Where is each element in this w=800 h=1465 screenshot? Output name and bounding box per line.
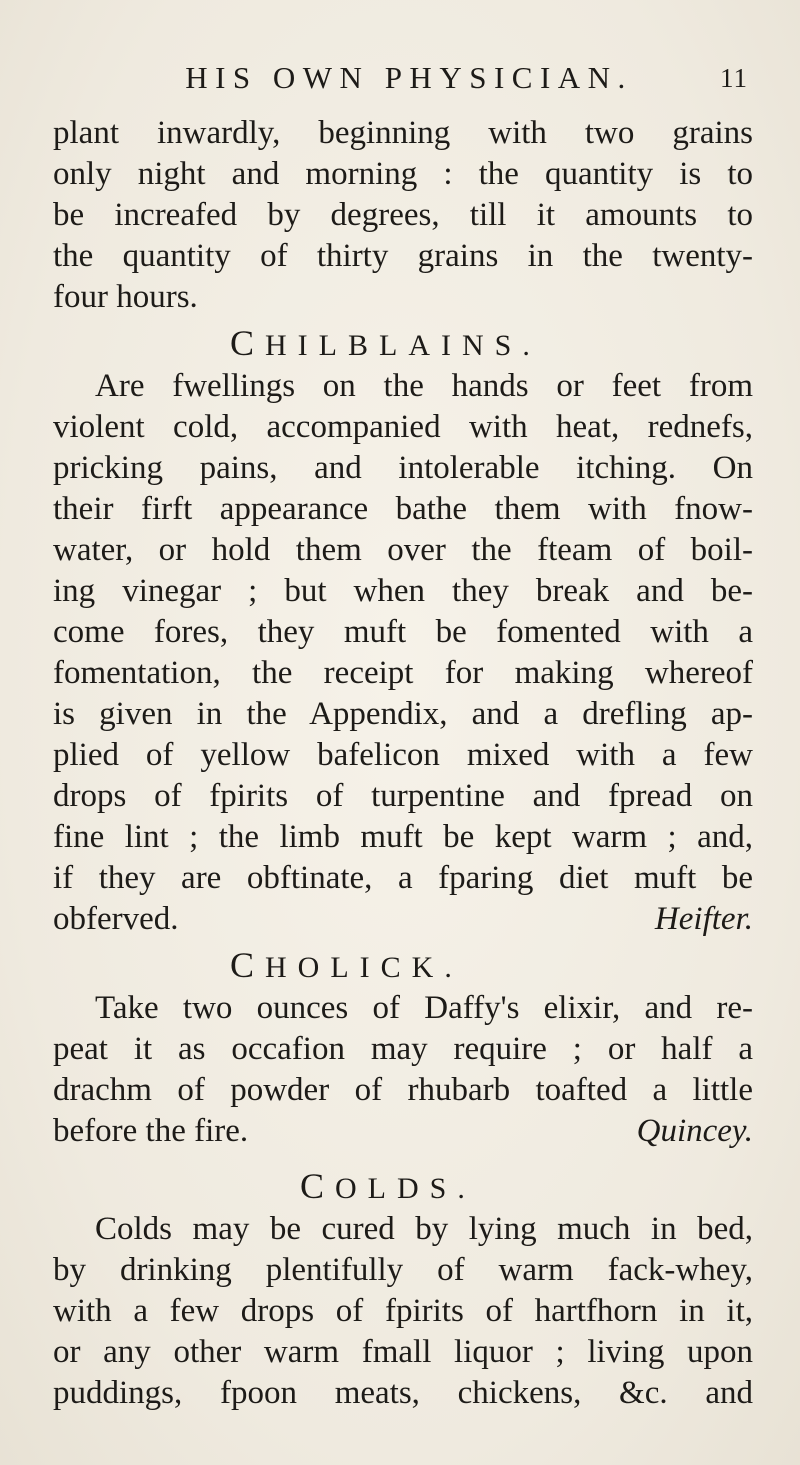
text-line: peat it as occafion may require ; or half a [53, 1031, 753, 1067]
text-line: puddings, fpoon meats, chickens, &c. and [53, 1375, 753, 1411]
closing-text: before the fire. [53, 1113, 249, 1149]
text-line: by drinking plentifully of warm fack-whey, [53, 1252, 753, 1288]
text-line: ing vinegar ; but when they break and be- [53, 573, 753, 609]
section-heading-colds [53, 1152, 753, 1209]
text-line: plied of yellow bafelicon mixed with a few [53, 737, 753, 773]
text-line: is given in the Appendix, and a drefling ap- [53, 696, 753, 732]
heading-rest: OLDS. [335, 1172, 476, 1205]
text-line: fomentation, the receipt for making whereof [53, 655, 753, 691]
text-line: the quantity of thirty grains in the twenty- [53, 238, 753, 274]
colds-paragraph [53, 1209, 753, 1414]
text-line: four hours. [53, 279, 198, 315]
heading-initial: C [300, 1166, 336, 1206]
text-line [53, 899, 753, 940]
heading-rest: HOLICK. [265, 951, 463, 984]
heading-rest: HILBLAINS. [265, 329, 541, 362]
text-line: drachm of powder of rhubarb toafted a little [53, 1072, 753, 1108]
text-line: be increafed by degrees, till it amounts to [53, 197, 753, 233]
text-line: with a few drops of fpirits of hartfhorn in it, [53, 1293, 753, 1329]
section-heading-cholick [53, 940, 753, 988]
text-line: pricking pains, and intolerable itching. On [53, 450, 753, 486]
text-line: only night and morning : the quantity is to [53, 156, 753, 192]
heading-initial: C [230, 945, 266, 985]
chilblains-paragraph [53, 366, 753, 940]
section-heading-chilblains [53, 318, 753, 366]
text-line: water, or hold them over the fteam of boil- [53, 532, 753, 568]
text-line: or any other warm fmall liquor ; living upon [53, 1334, 753, 1370]
body-text [53, 113, 753, 1414]
author-attribution: Heifter. [654, 901, 753, 937]
text-line: violent cold, accompanied with heat, rednefs, [53, 409, 753, 445]
intro-paragraph [53, 113, 753, 318]
text-line: Colds may be cured by lying much in bed, [95, 1211, 753, 1247]
text-line: Take two ounces of Daffy's elixir, and re- [95, 990, 753, 1026]
text-line: Are fwellings on the hands or feet from [95, 368, 753, 404]
closing-text: obferved. [53, 901, 179, 937]
running-head [108, 58, 748, 98]
cholick-paragraph [53, 988, 753, 1152]
text-line: plant inwardly, beginning with two grains [53, 115, 753, 151]
text-line [53, 1111, 753, 1152]
heading-initial: C [230, 323, 266, 363]
text-line: if they are obftinate, a fparing diet muft be [53, 860, 753, 896]
page-number: 11 [720, 63, 748, 93]
author-attribution: Quincey. [636, 1113, 753, 1149]
text-line: their firft appearance bathe them with fnow- [53, 491, 753, 527]
text-line: come fores, they muft be fomented with a [53, 614, 753, 650]
text-line: drops of fpirits of turpentine and fpread on [53, 778, 753, 814]
running-title: HIS OWN PHYSICIAN. [185, 60, 633, 95]
text-line: fine lint ; the limb muft be kept warm ; and, [53, 819, 753, 855]
